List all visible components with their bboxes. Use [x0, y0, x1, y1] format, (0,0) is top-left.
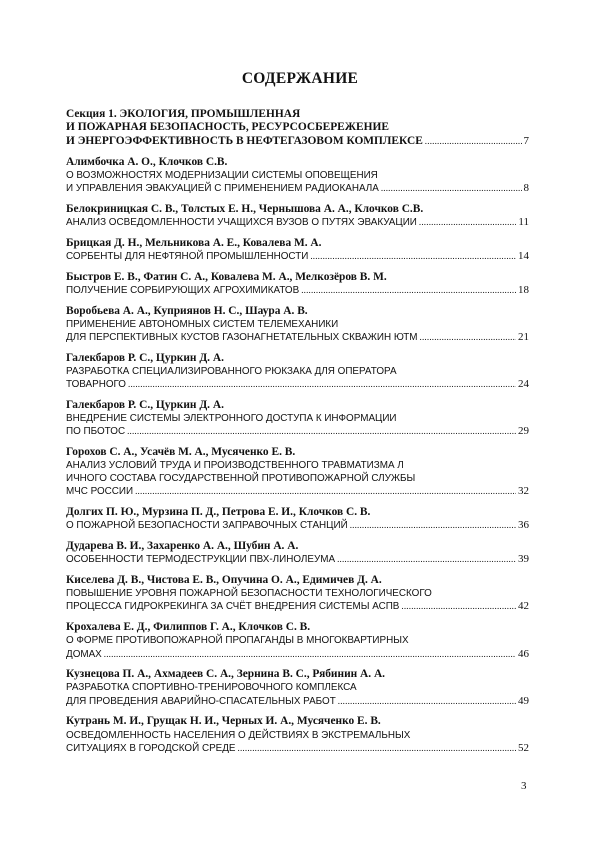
toc-entry[interactable] — [66, 574, 529, 614]
entry-authors: Галекбаров Р. С., Цуркин Д. А. — [66, 398, 224, 411]
title-text: ПОВЫШЕНИЕ УРОВНЯ ПОЖАРНОЙ БЕЗОПАСНОСТИ ТЕХНОЛОГИЧЕСКОГО — [66, 588, 432, 600]
entry-authors: Белокриницкая С. В., Толстых Е. Н., Чернышова А. А., Клочков С.В. — [66, 202, 424, 215]
dot-leader — [310, 250, 516, 263]
title-line — [66, 600, 529, 613]
title-text: ОСВЕДОМЛЕННОСТЬ НАСЕЛЕНИЯ О ДЕЙСТВИЯХ В ЭКСТРЕМАЛЬНЫХ — [66, 729, 411, 741]
page-ref[interactable]: 18 — [518, 283, 529, 296]
title-line — [66, 634, 529, 647]
title-text: СИТУАЦИЯХ В ГОРОДСКОЙ СРЕДЕ — [66, 742, 236, 754]
toc-entry[interactable] — [66, 156, 529, 196]
entry-authors: Алимбочка А. О., Клочков С.В. — [66, 155, 228, 168]
title-line — [66, 695, 529, 708]
page-ref[interactable]: 32 — [518, 485, 529, 498]
dot-leader — [301, 284, 516, 297]
toc-entry[interactable] — [66, 399, 529, 439]
page-number: 3 — [521, 780, 527, 792]
dot-leader — [419, 216, 517, 229]
title-line — [66, 216, 529, 229]
title-line — [66, 121, 529, 134]
toc-entry[interactable] — [66, 446, 529, 499]
dot-leader — [238, 742, 516, 755]
title-text: ТОВАРНОГО — [66, 379, 126, 391]
title-text: РАЗРАБОТКА СПЕЦИАЛИЗИРОВАННОГО РЮКЗАКА ДЛЯ ОПЕРАТОРА — [66, 365, 397, 377]
entry-authors: Крохалева Е. Д., Филиппов Г. А., Клочков С. В. — [66, 621, 311, 634]
toc-entry[interactable] — [66, 271, 529, 297]
dot-leader — [425, 135, 522, 148]
page-ref[interactable]: 11 — [518, 216, 529, 229]
title-text: О ФОРМЕ ПРОТИВОПОЖАРНОЙ ПРОПАГАНДЫ В МНОГОКВАРТИРНЫХ — [66, 635, 409, 647]
table-of-contents — [66, 108, 529, 762]
page-ref[interactable]: 52 — [518, 741, 529, 754]
title-text: О ПОЖАРНОЙ БЕЗОПАСНОСТИ ЗАПРАВОЧНЫХ СТАНЦИЙ — [66, 520, 348, 532]
title-line — [66, 108, 529, 121]
page-ref[interactable]: 49 — [518, 694, 529, 707]
toc-entry[interactable] — [66, 668, 529, 708]
dot-leader — [338, 695, 516, 708]
title-text: ДОМАХ — [66, 648, 102, 660]
dot-leader — [128, 378, 516, 391]
title-text: И ЭНЕРГОЭФФЕКТИВНОСТЬ В НЕФТЕГАЗОВОМ КОМПЛЕКСЕ — [66, 134, 423, 147]
title-text: И ПОЖАРНАЯ БЕЗОПАСНОСТЬ, РЕСУРСОСБЕРЕЖЕНИЕ — [66, 121, 389, 134]
page-ref[interactable]: 46 — [518, 647, 529, 660]
title-text: АНАЛИЗ УСЛОВИЙ ТРУДА И ПРОИЗВОДСТВЕННОГО ТРАВМАТИЗМА Л — [66, 460, 404, 472]
title-text: Секция 1. ЭКОЛОГИЯ, ПРОМЫШЛЕННАЯ — [66, 108, 301, 120]
entry-authors: Брицкая Д. Н., Мельникова А. Е., Ковалева М. А. — [66, 236, 322, 249]
page-ref[interactable]: 7 — [523, 134, 529, 147]
title-text: МЧС РОССИИ — [66, 486, 134, 498]
entry-authors: Воробьева А. А., Куприянов Н. С., Шаура А. В. — [66, 304, 308, 317]
dot-leader — [381, 182, 522, 195]
title-text: РАЗРАБОТКА СПОРТИВНО-ТРЕНИРОВОЧНОГО КОМПЛЕКСА — [66, 682, 357, 694]
toc-entry[interactable] — [66, 506, 529, 532]
dot-leader — [350, 519, 516, 532]
title-text: АНАЛИЗ ОСВЕДОМЛЕННОСТИ УЧАЩИХСЯ ВУЗОВ О ПУТЯХ ЭВАКУАЦИИ — [66, 217, 417, 229]
title-line — [66, 135, 529, 148]
title-text: ОСОБЕННОСТИ ТЕРМОДЕСТРУКЦИИ ПВХ-ЛИНОЛЕУМА — [66, 554, 336, 566]
page-ref[interactable]: 21 — [518, 330, 529, 343]
title-line — [66, 365, 529, 378]
title-line — [66, 250, 529, 263]
title-line — [66, 587, 529, 600]
title-text: ВНЕДРЕНИЕ СИСТЕМЫ ЭЛЕКТРОННОГО ДОСТУПА К ИНФОРМАЦИИ — [66, 412, 397, 424]
entry-authors: Киселева Д. В., Чистова Е. В., Опучина О. А., Едимичев Д. А. — [66, 574, 382, 586]
title-line — [66, 681, 529, 694]
title-line — [66, 284, 529, 297]
page-ref[interactable]: 39 — [518, 553, 529, 566]
dot-leader — [420, 331, 516, 344]
entry-authors: Кутрань М. И., Грущак Н. И., Черных И. А., Мусяченко Е. В. — [66, 715, 381, 728]
title-text: ДЛЯ ПРОВЕДЕНИЯ АВАРИЙНО-СПАСАТЕЛЬНЫХ РАБОТ — [66, 695, 336, 707]
page-ref[interactable]: 24 — [518, 378, 529, 391]
entry-authors: Галекбаров Р. С., Цуркин Д. А. — [66, 351, 224, 364]
page-ref[interactable]: 42 — [518, 600, 529, 613]
title-line — [66, 318, 529, 331]
title-text: СОРБЕНТЫ ДЛЯ НЕФТЯНОЙ ПРОМЫШЛЕННОСТИ — [66, 250, 309, 262]
entry-authors: Горохов С. А., Усачёв М. А., Мусяченко Е. В. — [66, 445, 296, 458]
toc-entry[interactable] — [66, 540, 529, 566]
title-line — [66, 459, 529, 472]
title-text: ДЛЯ ПЕРСПЕКТИВНЫХ КУСТОВ ГАЗОНАГНЕТАТЕЛЬНЫХ СКВАЖИН ЮТМ — [66, 331, 418, 343]
title-line — [66, 553, 529, 566]
toc-entry[interactable] — [66, 621, 529, 661]
title-line — [66, 378, 529, 391]
dot-leader — [135, 485, 516, 498]
title-text: ПРИМЕНЕНИЕ АВТОНОМНЫХ СИСТЕМ ТЕЛЕМЕХАНИКИ — [66, 318, 339, 330]
page-title: СОДЕРЖАНИЕ — [241, 70, 359, 87]
page-ref[interactable]: 29 — [518, 425, 529, 438]
title-text: И УПРАВЛЕНИЯ ЭВАКУАЦИЕЙ С ПРИМЕНЕНИЕМ РАДИОКАНАЛА — [66, 183, 379, 195]
title-line — [66, 519, 529, 532]
title-text: ПРОЦЕССА ГИДРОКРЕКИНГА ЗА СЧЁТ ВНЕДРЕНИЯ СИСТЕМЫ АСПВ — [66, 601, 400, 613]
dot-leader — [127, 425, 516, 438]
page-ref[interactable]: 14 — [518, 249, 529, 262]
entry-authors: Кузнецова П. А., Ахмадеев С. А., Зернина В. С., Рябинин А. А. — [66, 668, 386, 681]
dot-leader — [337, 553, 516, 566]
toc-entry[interactable] — [66, 203, 529, 229]
toc-entry[interactable] — [66, 352, 529, 392]
title-line — [66, 412, 529, 425]
title-line — [66, 472, 529, 485]
toc-entry[interactable] — [66, 715, 529, 755]
title-text: ПО ПБОТОС — [66, 426, 126, 438]
title-line — [66, 169, 529, 182]
entry-authors: Дударева В. И., Захаренко А. А., Шубин А. А. — [66, 540, 299, 553]
title-line — [66, 182, 529, 195]
title-line — [66, 485, 529, 498]
page-ref[interactable]: 8 — [523, 182, 529, 195]
title-text: ПОЛУЧЕНИЕ СОРБИРУЮЩИХ АГРОХИМИКАТОВ — [66, 284, 300, 296]
title-line — [66, 742, 529, 755]
entry-authors: Быстров Е. В., Фатин С. А., Ковалева М. А., Мелкозёров В. М. — [66, 270, 387, 283]
toc-entry[interactable] — [66, 237, 529, 263]
page-ref[interactable]: 36 — [518, 519, 529, 532]
dot-leader — [104, 648, 516, 661]
dot-leader — [401, 600, 516, 613]
entry-authors: Долгих П. Ю., Мурзина П. Д., Петрова Е. И., Клочков С. В. — [66, 506, 371, 519]
title-line — [66, 729, 529, 742]
section-heading[interactable] — [66, 108, 529, 148]
title-line — [66, 648, 529, 661]
title-line — [66, 331, 529, 344]
title-line — [66, 425, 529, 438]
title-text: ИЧНОГО СОСТАВА ГОСУДАРСТВЕННОЙ ПРОТИВОПОЖАРНОЙ СЛУЖБЫ — [66, 473, 416, 485]
title-text: О ВОЗМОЖНОСТЯХ МОДЕРНИЗАЦИИ СИСТЕМЫ ОПОВЕЩЕНИЯ — [66, 169, 378, 181]
toc-entry[interactable] — [66, 305, 529, 345]
